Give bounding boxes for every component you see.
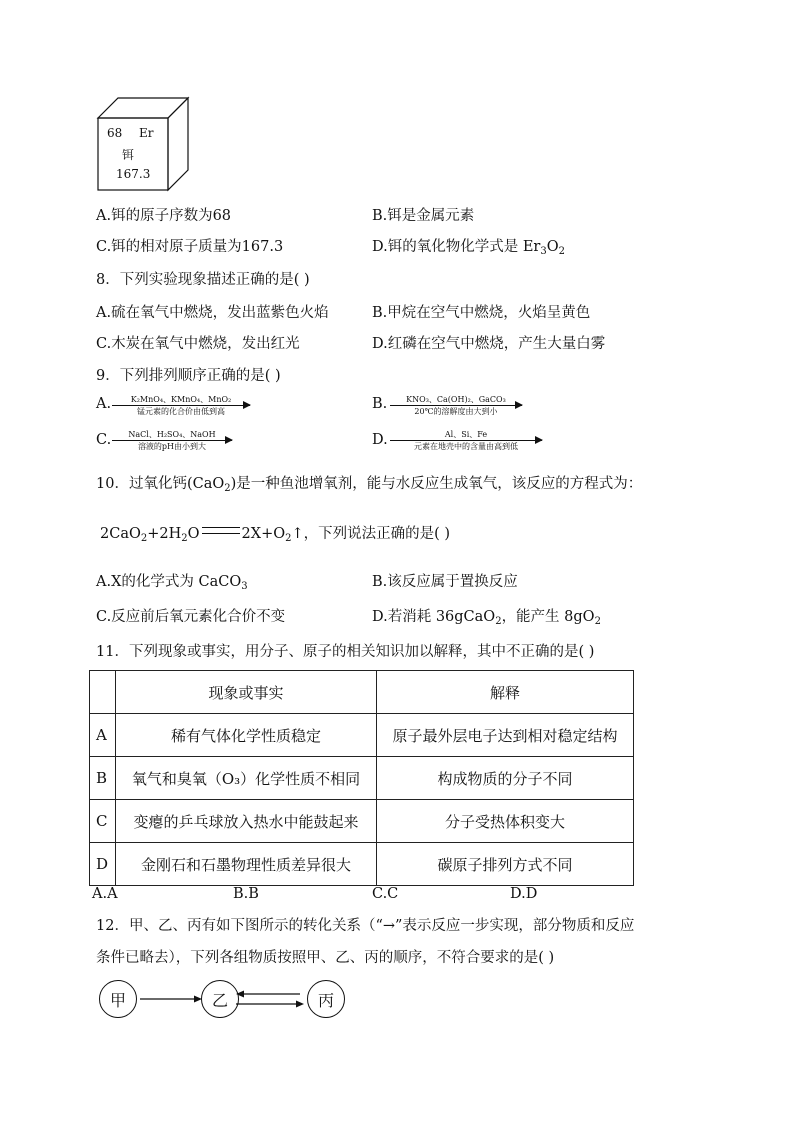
q10-equation: $2CaO_2+2H_2O$ $2X+O_2↑$，下列说法正确的是( ) (100, 526, 451, 544)
q10-option-b: B.该反应属于置换反应 (372, 574, 518, 590)
table-row (90, 757, 634, 800)
q9-option-b-label: B. (372, 396, 388, 412)
table-header-cell (90, 671, 116, 714)
table-cell: B (90, 757, 116, 800)
node-bing: 丙 (307, 980, 345, 1018)
q8-option-c: C.木炭在氧气中燃烧，发出红光 (96, 336, 300, 352)
q8-option-b: B.甲烷在空气中燃烧，火焰呈黄色 (372, 305, 591, 321)
q12-stem-line1: 12．甲、乙、丙有如下图所示的转化关系（“→”表示反应一步实现，部分物质和反应 (96, 918, 635, 934)
q11-table (89, 670, 634, 886)
table-header-row (90, 671, 634, 714)
table-cell: 分子受热体积变大 (377, 800, 634, 843)
q11-option-c: C.C (372, 886, 399, 902)
equals-sign (202, 527, 240, 534)
table-cell: 金刚石和石墨物理性质差异很大 (116, 843, 377, 886)
table-cell: 原子最外层电子达到相对稳定结构 (377, 714, 634, 757)
q9-option-a-arrow: K₂MnO₄、KMnO₄、MnO₂ 锰元素的化合价由低到高 (112, 395, 250, 416)
q9-option-b-arrow: KNO₃、Ca(OH)₂、GaCO₃ 20℃的溶解度由大到小 (390, 395, 522, 416)
q7-option-d: D.铒的氧化物化学式是 $Er_3O_2$ (372, 239, 565, 257)
conversion-arrows (136, 982, 310, 1016)
q12-stem-line2: 条件已略去），下列各组物质按照甲、乙、丙的顺序，不符合要求的是( ) (96, 950, 555, 966)
q11-option-a: A.A (92, 886, 118, 902)
q8-option-d: D.红磷在空气中燃烧，产生大量白雾 (372, 336, 606, 352)
table-row (90, 800, 634, 843)
q9-option-a-label: A. (96, 396, 112, 412)
element-number: 68 (107, 126, 123, 140)
node-yi: 乙 (201, 980, 239, 1018)
element-symbol: Er (139, 126, 154, 140)
q10-option-c: C.反应前后氧元素化合价不变 (96, 609, 286, 625)
q7-option-b: B.铒是金属元素 (372, 208, 475, 224)
q10-option-d: D.若消耗 36gCaO$_2$，能产生 $8gO_2$ (372, 609, 601, 627)
node-jia: 甲 (99, 980, 137, 1018)
q9-stem: 9．下列排列顺序正确的是( ) (96, 368, 281, 384)
q11-option-d: D.D (510, 886, 538, 902)
table-header-cell: 现象或事实 (116, 671, 377, 714)
q9-option-c-arrow: NaCl、H₂SO₄、NaOH 溶液的pH由小到大 (112, 430, 232, 451)
q10-stem: 10．过氧化钙(CaO$_2$)是一种鱼池增氧剂，能与水反应生成氧气，该反应的方程式为： (96, 476, 643, 494)
q7-option-a: A.铒的原子序数为68 (96, 208, 232, 224)
element-mass: 167.3 (116, 167, 151, 181)
q9-option-d-arrow: Al、Si、Fe 元素在地壳中的含量由高到低 (390, 430, 542, 451)
table-cell: D (90, 843, 116, 886)
table-cell: 变瘪的乒乓球放入热水中能鼓起来 (116, 800, 377, 843)
table-cell: C (90, 800, 116, 843)
table-cell: 碳原子排列方式不同 (377, 843, 634, 886)
table-row (90, 843, 634, 886)
table-cell: 稀有气体化学性质稳定 (116, 714, 377, 757)
element-name: 铒 (122, 148, 135, 162)
q9-option-d-label: D. (372, 432, 388, 448)
table-cell: A (90, 714, 116, 757)
q7-option-c: C.铒的相对原子质量为167.3 (96, 239, 284, 255)
q11-stem: 11．下列现象或事实，用分子、原子的相关知识加以解释，其中不正确的是( ) (96, 644, 595, 660)
q8-option-a: A.硫在氧气中燃烧，发出蓝紫色火焰 (96, 305, 329, 321)
table-cell: 氧气和臭氧（O₃）化学性质不相同 (116, 757, 377, 800)
table-header-cell: 解释 (377, 671, 634, 714)
q9-option-c-label: C. (96, 432, 112, 448)
table-row (90, 714, 634, 757)
q11-option-b: B.B (233, 886, 259, 902)
table-cell: 构成物质的分子不同 (377, 757, 634, 800)
q8-stem: 8．下列实验现象描述正确的是( ) (96, 272, 310, 288)
q10-option-a: A.X的化学式为 CaCO$_3$ (96, 574, 248, 592)
